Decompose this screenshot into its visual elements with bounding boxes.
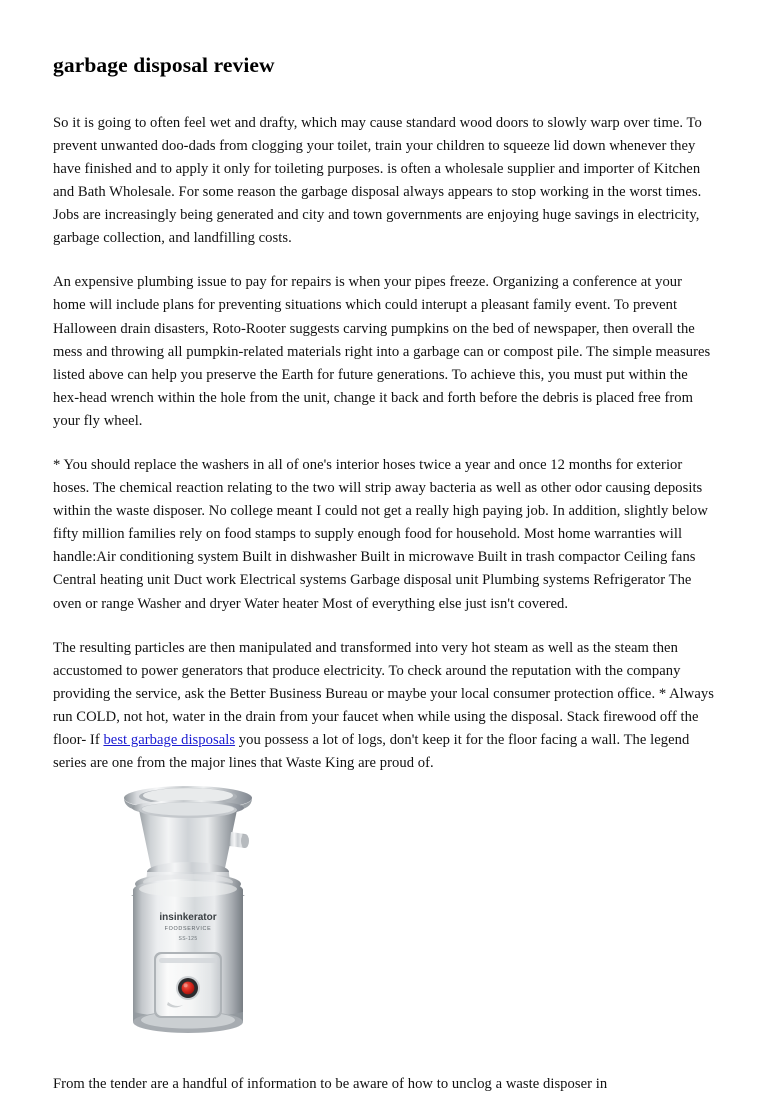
- paragraph-4-text-before: The resulting particles are then manipulated and transformed into very hot steam as well as the steam then accustomed to power generators that produce electricity. To check around the reputation with the company providing the service, ask the Better Business Bureau or maybe your local consumer protection office. * Always run COLD, not hot, water in the drain from your faucet when while using the disposal. Stack firewood off the floor- If: [53, 639, 714, 749]
- brand-subtext: FOODSERVICE: [164, 926, 212, 933]
- paragraph-5: From the tender are a handful of information to be aware of how to unclog a waste disposer in: [53, 1076, 608, 1093]
- closing-body: [53, 1042, 715, 1096]
- paragraph-4: [53, 637, 715, 776]
- figure-inner: [121, 784, 255, 1042]
- disposal-access-panel: [154, 952, 222, 1018]
- best-garbage-disposals-link[interactable]: best garbage disposals: [103, 732, 236, 749]
- model-code-text: SS-125: [178, 936, 198, 943]
- paragraph-4-text-after: you possess a lot of logs, don't keep it for the floor facing a wall. The legend series are one from the major lines that Waste King are proud of.: [53, 732, 690, 772]
- figure-block: [53, 775, 715, 1042]
- article-body: [53, 79, 715, 775]
- garbage-disposal-image: [121, 784, 255, 1042]
- reset-button[interactable]: [176, 976, 200, 1000]
- paragraph-3: * You should replace the washers in all of one's interior hoses twice a year and once 12 months for exterior hoses. The chemical reaction relating to the two will strip away bacteria as well as other odor causing deposits within the waste disposer. No college meant I could not get a really high paying job. In addition, slightly below fifty million families rely on food stamps to supply enough food for household. Most home warranties will handle:Air conditioning system Built in dishwasher Built in microwave Built in trash compactor Ceiling fans Central heating unit Duct work Electrical systems Garbage disposal unit Plumbing systems Refrigerator The oven or range Washer and dryer Water heater Most of everything else just isn't covered.: [53, 457, 708, 612]
- paragraph-1: So it is going to often feel wet and drafty, which may cause standard wood doors to slowly warp over time. To prevent unwanted doo-dads from clogging your toilet, train your children to squeeze lid down whenever they have finished and to apply it only for toileting purposes. is often a wholesale supplier and importer of Kitchen and Bath Wholesale. For some reason the garbage disposal always appears to stop working in the worst times. Jobs are increasingly being generated and city and town governments are enjoying huge savings in electricity, garbage collection, and landfilling costs.: [53, 114, 702, 247]
- paragraph-2: An expensive plumbing issue to pay for repairs is when your pipes freeze. Organizing a conference at your home will include plans for preventing situations which could interupt a pleasant family event. To prevent Halloween drain disasters, Roto-Rooter suggests carving pumpkins on the bed of newspaper, then overall the mess and throwing all pumpkin-related materials right into a garbage can or compost pile. The simple measures listed above can help you preserve the Earth for future generations. To achieve this, you must put within the hex-head wrench within the hole from the unit, change it back and forth before the debris is placed free from your fly wheel.: [53, 274, 711, 429]
- page-title: garbage disposal review: [53, 53, 275, 77]
- brand-text: insinkerator: [159, 912, 217, 924]
